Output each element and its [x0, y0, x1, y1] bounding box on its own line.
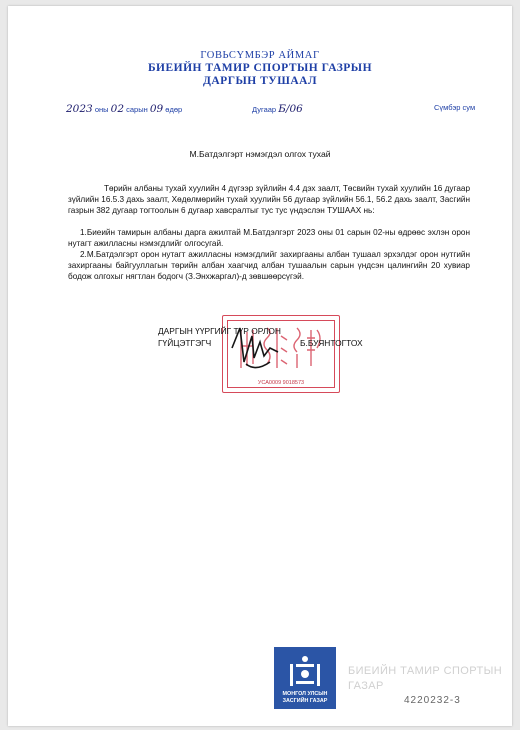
- date-line: [66, 103, 182, 115]
- date-month-suffix: сарын: [126, 105, 148, 114]
- header-province: ГОВЬСҮМБЭР АЙМАГ: [200, 50, 320, 61]
- header-organization: БИЕИЙН ТАМИР СПОРТЫН ГАЗРЫН: [147, 62, 373, 74]
- government-logo: [274, 647, 336, 709]
- footer-watermark-1: БИЕИЙН ТАМИР СПОРТЫН: [348, 665, 503, 677]
- date-year-suffix: оны: [94, 105, 109, 114]
- document-page: [8, 6, 512, 726]
- date-day: 09: [149, 103, 164, 115]
- number-label: Дугаар: [252, 105, 277, 114]
- place: Сүмбэр сум: [434, 103, 476, 112]
- registration-number: 4220232-3: [404, 695, 461, 706]
- document-subject: М.Батдэлгэрт нэмэгдэл олгох тухай: [189, 149, 331, 159]
- soyombo-icon: [274, 651, 336, 691]
- signatory-name: Б.БУЯНТОГТОХ: [300, 338, 363, 348]
- logo-text-line-1: МОНГОЛ УЛСЫН: [282, 691, 328, 697]
- signatory-title-line-2: ГҮЙЦЭТГЭГЧ: [158, 338, 212, 348]
- date-year: 2023: [66, 103, 93, 115]
- signatory-title-line-1: ДАРГЫН ҮҮРГИЙГ ТҮР ОРЛОН: [158, 326, 281, 336]
- body-paragraph-2: 1.Биеийн тамирын албаны дарга ажилтай М.Батдэлгэрт 2023 оны 01 сарын 02-ны өдрөөс эхлэн орон нутагт ажилласны нэмэгдлийг олгосугай.: [68, 228, 470, 248]
- header-document-type: ДАРГЫН ТУШААЛ: [202, 75, 318, 87]
- document-number: Б/06: [278, 103, 303, 115]
- body-paragraph-3: 2.М.Батдэлгэрт орон нутагт ажилласны нэмэгдлийг захиргааны албан тушаал эрхэлдэг орон нутгийн захиргааны байгууллагын төрийн албан хаагчид албан тушаалын сарын үндсэн цалингийн 20 хувиар бодож олгохыг нягтлан бодогч (З.Энхжаргал)-д зөвшөөрсүгэй.: [68, 250, 470, 281]
- body-paragraph-1: Төрийн албаны тухай хуулийн 4 дүгээр зүйлийн 4.4 дэх заалт, Төсвийн тухай хуулийн 16 дугаар зүйлийн 16.5.3 дахь заалт, Хөдөлмөрийн тухай хуулийн 56 дугаар зүйлийн 56.1, 56.2 дахь заалт, Засгийн газрын 382 дугаар тогтоолын 6 дугаар хавсралтыг тус тус үндэслэн ТУШААХ нь:: [68, 184, 470, 215]
- stamp-code: УСА0009 9018573: [257, 380, 305, 386]
- footer-watermark-2: ГАЗАР: [348, 680, 384, 692]
- number-line: [252, 103, 303, 115]
- logo-text-line-2: ЗАСГИЙН ГАЗАР: [282, 698, 328, 704]
- date-month: 02: [110, 103, 125, 115]
- date-day-suffix: өдөр: [165, 105, 183, 114]
